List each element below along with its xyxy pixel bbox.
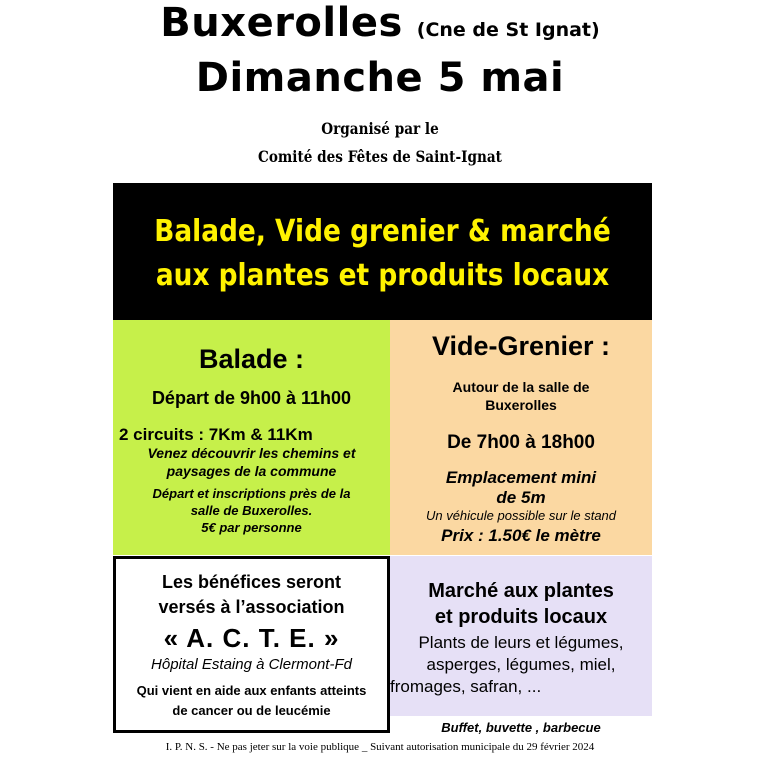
commune-name: (Cne de St Ignat)	[416, 19, 600, 41]
event-banner	[113, 183, 652, 320]
balade-title: Balade :	[198, 344, 305, 374]
vide-grenier-emplacement-2: de 5m	[496, 488, 546, 507]
acte-charity-box	[113, 556, 390, 733]
vide-grenier-title: Vide-Grenier :	[431, 331, 611, 361]
marche-panel	[390, 556, 652, 716]
balade-price: 5€ par personne	[201, 520, 302, 535]
banner-line-2: aux plantes et produits locaux	[155, 258, 610, 293]
balade-depart-time: Départ de 9h00 à 11h00	[151, 388, 352, 408]
balade-circuits: 2 circuits : 7Km & 11Km	[119, 425, 313, 444]
organizer-line-1: Organisé par le	[321, 119, 439, 138]
acte-text-2: versés à l’association	[158, 597, 345, 617]
footer-legal: I. P. N. S. - Ne pas jeter sur la voie publique _ Suivant autorisation municipale du 29 février 2024	[165, 741, 595, 753]
vide-grenier-panel	[390, 320, 652, 555]
acte-aid-1: Qui vient en aide aux enfants atteints	[136, 683, 367, 698]
acte-aid-2: de cancer ou de leucémie	[172, 703, 331, 718]
acte-association-name: « A. C. T. E. »	[163, 623, 340, 653]
balade-description-1: Venez découvrir les chemins et	[147, 445, 356, 461]
banner-line-1: Balade, Vide grenier & marché	[154, 214, 611, 249]
town-name: Buxerolles	[160, 0, 403, 46]
marche-description-1: Plants de leurs et légumes,	[418, 633, 624, 652]
vide-grenier-location-1: Autour de la salle de	[452, 379, 590, 395]
marche-description-2: asperges, légumes, miel,	[426, 655, 616, 674]
acte-text-1: Les bénéfices seront	[161, 572, 342, 592]
balade-inscription-2: salle de Buxerolles.	[190, 503, 313, 518]
vide-grenier-emplacement-1: Emplacement mini	[445, 468, 597, 487]
vide-grenier-hours: De 7h00 à 18h00	[447, 432, 595, 453]
marche-description-3: fromages, safran, ...	[390, 677, 542, 696]
title-town-row	[0, 0, 760, 46]
vide-grenier-location-2: Buxerolles	[485, 397, 557, 413]
marche-title-1: Marché aux plantes	[428, 580, 614, 602]
organizer-line-2: Comité des Fêtes de Saint-Ignat	[258, 147, 502, 166]
balade-panel	[113, 320, 390, 555]
balade-description-2: paysages de la commune	[166, 463, 337, 479]
vide-grenier-price: Prix : 1.50€ le mètre	[441, 526, 601, 545]
vide-grenier-vehicle-note: Un véhicule possible sur le stand	[425, 508, 617, 523]
buffet-note: Buffet, buvette , barbecue	[441, 720, 601, 735]
balade-inscription-1: Départ et inscriptions près de la	[152, 486, 351, 501]
event-date: Dimanche 5 mai	[195, 55, 565, 101]
marche-title-2: et produits locaux	[434, 606, 608, 628]
acte-hospital: Hôpital Estaing à Clermont-Fd	[151, 656, 352, 673]
